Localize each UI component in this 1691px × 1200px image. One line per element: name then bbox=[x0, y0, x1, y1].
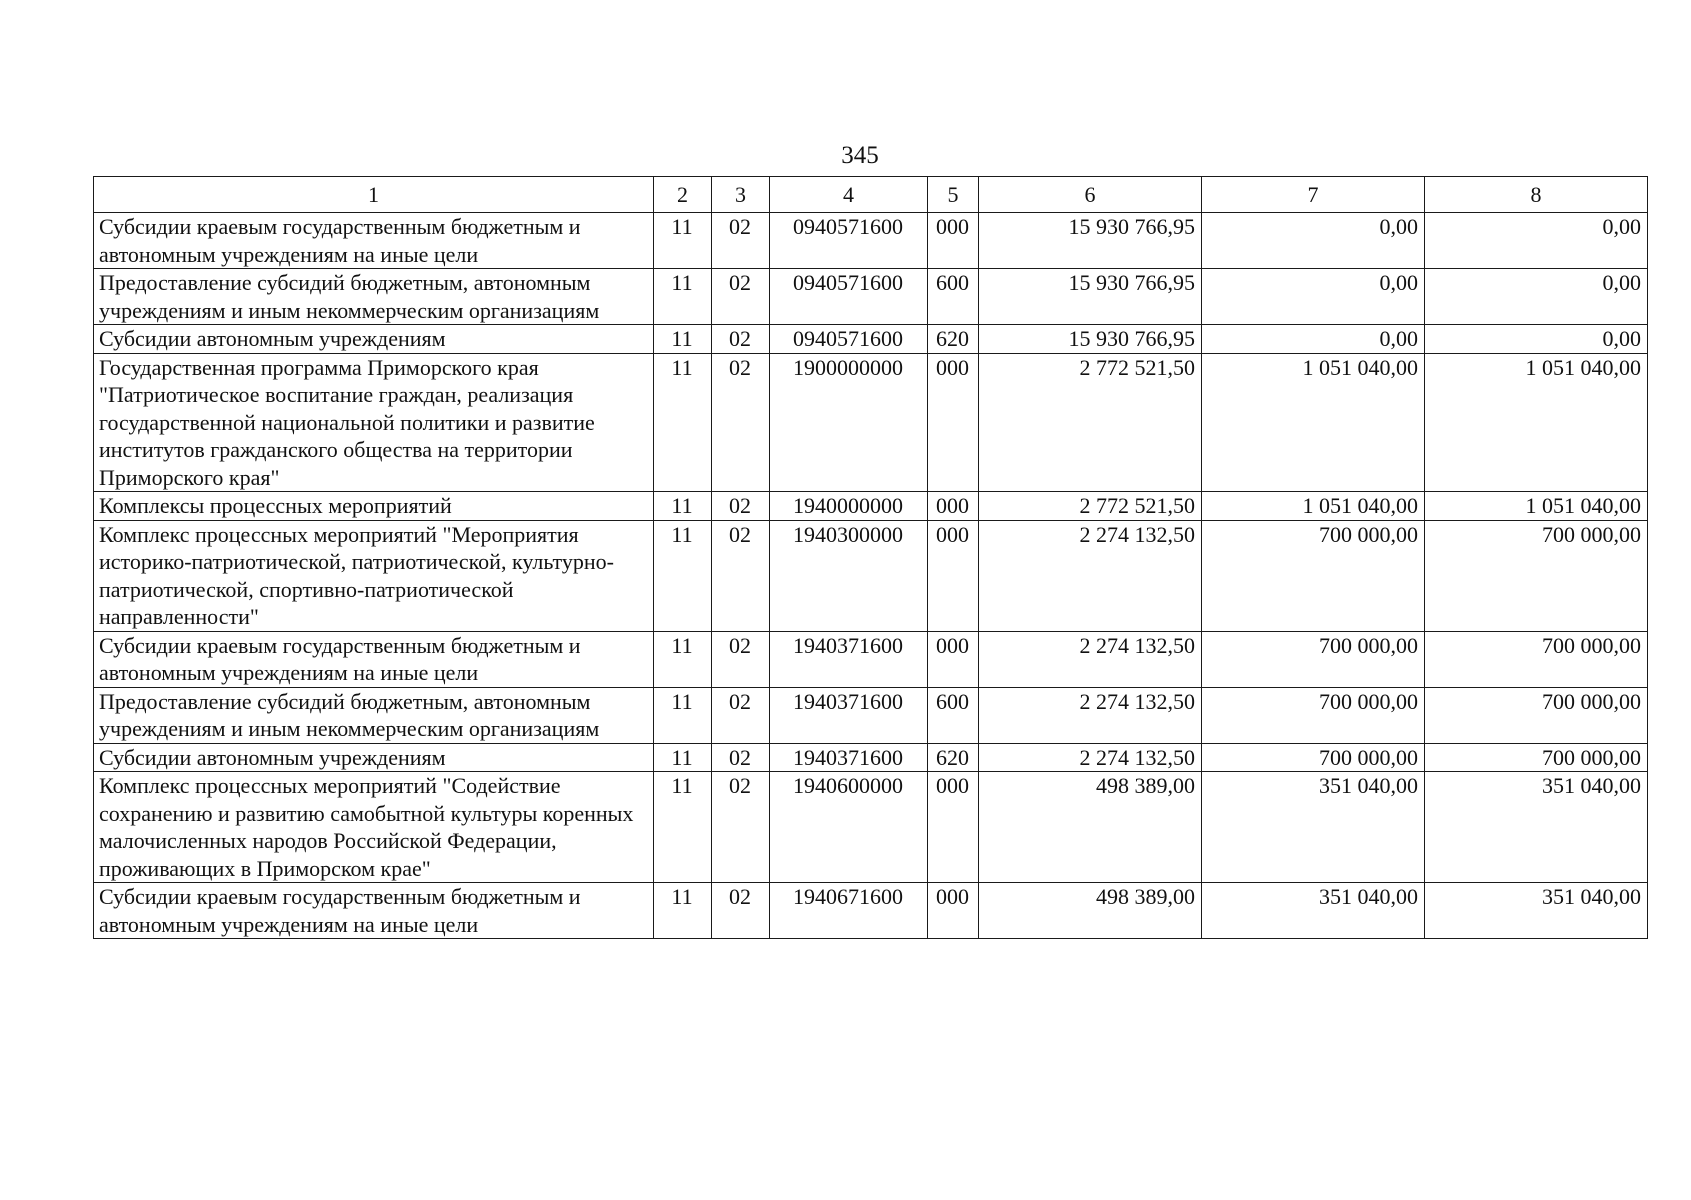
amount-col7-cell: 351 040,00 bbox=[1202, 772, 1425, 883]
target-code-cell: 0940571600 bbox=[770, 213, 928, 269]
table-row bbox=[94, 353, 1648, 492]
table-row bbox=[94, 883, 1648, 939]
expense-type-cell: 000 bbox=[928, 520, 979, 631]
row-name-cell: Комплекс процессных мероприятий "Содействие сохранению и развитию самобытной культуры коренных малочисленных народов Российской Федерации, проживающих в Приморском крае" bbox=[94, 772, 654, 883]
subsection-code-cell: 02 bbox=[712, 520, 770, 631]
row-name-cell: Субсидии краевым государственным бюджетным и автономным учреждениям на иные цели bbox=[94, 631, 654, 687]
target-code-cell: 1940371600 bbox=[770, 631, 928, 687]
amount-col7-cell: 351 040,00 bbox=[1202, 883, 1425, 939]
amount-col6-cell: 15 930 766,95 bbox=[979, 269, 1202, 325]
target-code-cell: 1940000000 bbox=[770, 492, 928, 521]
amount-col7-cell: 700 000,00 bbox=[1202, 687, 1425, 743]
amount-col8-cell: 1 051 040,00 bbox=[1425, 492, 1648, 521]
amount-col8-cell: 700 000,00 bbox=[1425, 687, 1648, 743]
column-header: 1 bbox=[94, 177, 654, 213]
amount-col7-cell: 700 000,00 bbox=[1202, 743, 1425, 772]
section-code-cell: 11 bbox=[654, 213, 712, 269]
expense-type-cell: 600 bbox=[928, 269, 979, 325]
table-row bbox=[94, 269, 1648, 325]
subsection-code-cell: 02 bbox=[712, 687, 770, 743]
amount-col6-cell: 2 274 132,50 bbox=[979, 520, 1202, 631]
row-name-cell: Субсидии краевым государственным бюджетным и автономным учреждениям на иные цели bbox=[94, 213, 654, 269]
amount-col8-cell: 351 040,00 bbox=[1425, 772, 1648, 883]
section-code-cell: 11 bbox=[654, 743, 712, 772]
section-code-cell: 11 bbox=[654, 492, 712, 521]
subsection-code-cell: 02 bbox=[712, 353, 770, 492]
header-row bbox=[94, 177, 1648, 213]
amount-col8-cell: 700 000,00 bbox=[1425, 631, 1648, 687]
subsection-code-cell: 02 bbox=[712, 492, 770, 521]
budget-table bbox=[93, 176, 1648, 939]
amount-col8-cell: 700 000,00 bbox=[1425, 743, 1648, 772]
amount-col8-cell: 0,00 bbox=[1425, 325, 1648, 354]
section-code-cell: 11 bbox=[654, 353, 712, 492]
column-header: 3 bbox=[712, 177, 770, 213]
section-code-cell: 11 bbox=[654, 883, 712, 939]
amount-col6-cell: 2 274 132,50 bbox=[979, 743, 1202, 772]
row-name-cell: Предоставление субсидий бюджетным, автономным учреждениям и иным некоммерческим организациям bbox=[94, 687, 654, 743]
section-code-cell: 11 bbox=[654, 687, 712, 743]
amount-col7-cell: 0,00 bbox=[1202, 213, 1425, 269]
row-name-cell: Комплексы процессных мероприятий bbox=[94, 492, 654, 521]
amount-col6-cell: 2 274 132,50 bbox=[979, 687, 1202, 743]
row-name-cell: Субсидии краевым государственным бюджетным и автономным учреждениям на иные цели bbox=[94, 883, 654, 939]
subsection-code-cell: 02 bbox=[712, 631, 770, 687]
amount-col7-cell: 700 000,00 bbox=[1202, 520, 1425, 631]
table-row bbox=[94, 743, 1648, 772]
expense-type-cell: 000 bbox=[928, 883, 979, 939]
target-code-cell: 1900000000 bbox=[770, 353, 928, 492]
expense-type-cell: 620 bbox=[928, 325, 979, 354]
target-code-cell: 1940371600 bbox=[770, 743, 928, 772]
expense-type-cell: 000 bbox=[928, 353, 979, 492]
row-name-cell: Государственная программа Приморского края "Патриотическое воспитание граждан, реализация государственной национальной политики и развитие институтов гражданского общества на территории Приморского края" bbox=[94, 353, 654, 492]
amount-col6-cell: 15 930 766,95 bbox=[979, 325, 1202, 354]
section-code-cell: 11 bbox=[654, 631, 712, 687]
section-code-cell: 11 bbox=[654, 269, 712, 325]
expense-type-cell: 000 bbox=[928, 492, 979, 521]
target-code-cell: 1940300000 bbox=[770, 520, 928, 631]
amount-col6-cell: 498 389,00 bbox=[979, 883, 1202, 939]
section-code-cell: 11 bbox=[654, 520, 712, 631]
amount-col8-cell: 700 000,00 bbox=[1425, 520, 1648, 631]
column-header: 4 bbox=[770, 177, 928, 213]
row-name-cell: Комплекс процессных мероприятий "Мероприятия историко-патриотической, патриотической, культурно-патриотической, спортивно-патриотической направленности" bbox=[94, 520, 654, 631]
expense-type-cell: 620 bbox=[928, 743, 979, 772]
subsection-code-cell: 02 bbox=[712, 772, 770, 883]
expense-type-cell: 000 bbox=[928, 772, 979, 883]
row-name-cell: Субсидии автономным учреждениям bbox=[94, 743, 654, 772]
target-code-cell: 1940371600 bbox=[770, 687, 928, 743]
subsection-code-cell: 02 bbox=[712, 269, 770, 325]
target-code-cell: 0940571600 bbox=[770, 269, 928, 325]
column-header: 8 bbox=[1425, 177, 1648, 213]
amount-col8-cell: 0,00 bbox=[1425, 269, 1648, 325]
subsection-code-cell: 02 bbox=[712, 213, 770, 269]
table-row bbox=[94, 325, 1648, 354]
amount-col6-cell: 2 772 521,50 bbox=[979, 492, 1202, 521]
amount-col7-cell: 700 000,00 bbox=[1202, 631, 1425, 687]
amount-col6-cell: 15 930 766,95 bbox=[979, 213, 1202, 269]
section-code-cell: 11 bbox=[654, 772, 712, 883]
target-code-cell: 0940571600 bbox=[770, 325, 928, 354]
row-name-cell: Предоставление субсидий бюджетным, автономным учреждениям и иным некоммерческим организациям bbox=[94, 269, 654, 325]
section-code-cell: 11 bbox=[654, 325, 712, 354]
amount-col6-cell: 2 772 521,50 bbox=[979, 353, 1202, 492]
target-code-cell: 1940671600 bbox=[770, 883, 928, 939]
subsection-code-cell: 02 bbox=[712, 883, 770, 939]
amount-col7-cell: 1 051 040,00 bbox=[1202, 353, 1425, 492]
amount-col8-cell: 1 051 040,00 bbox=[1425, 353, 1648, 492]
page-number: 345 bbox=[841, 142, 879, 169]
table-row bbox=[94, 772, 1648, 883]
table-row bbox=[94, 492, 1648, 521]
amount-col7-cell: 1 051 040,00 bbox=[1202, 492, 1425, 521]
table-row bbox=[94, 631, 1648, 687]
column-header: 6 bbox=[979, 177, 1202, 213]
target-code-cell: 1940600000 bbox=[770, 772, 928, 883]
amount-col8-cell: 0,00 bbox=[1425, 213, 1648, 269]
amount-col7-cell: 0,00 bbox=[1202, 269, 1425, 325]
table-row bbox=[94, 520, 1648, 631]
subsection-code-cell: 02 bbox=[712, 325, 770, 354]
column-header: 5 bbox=[928, 177, 979, 213]
expense-type-cell: 000 bbox=[928, 631, 979, 687]
table-body bbox=[94, 177, 1648, 939]
amount-col6-cell: 2 274 132,50 bbox=[979, 631, 1202, 687]
expense-type-cell: 600 bbox=[928, 687, 979, 743]
column-header: 7 bbox=[1202, 177, 1425, 213]
table-row bbox=[94, 213, 1648, 269]
table-row bbox=[94, 687, 1648, 743]
amount-col6-cell: 498 389,00 bbox=[979, 772, 1202, 883]
expense-type-cell: 000 bbox=[928, 213, 979, 269]
row-name-cell: Субсидии автономным учреждениям bbox=[94, 325, 654, 354]
subsection-code-cell: 02 bbox=[712, 743, 770, 772]
amount-col8-cell: 351 040,00 bbox=[1425, 883, 1648, 939]
column-header: 2 bbox=[654, 177, 712, 213]
amount-col7-cell: 0,00 bbox=[1202, 325, 1425, 354]
